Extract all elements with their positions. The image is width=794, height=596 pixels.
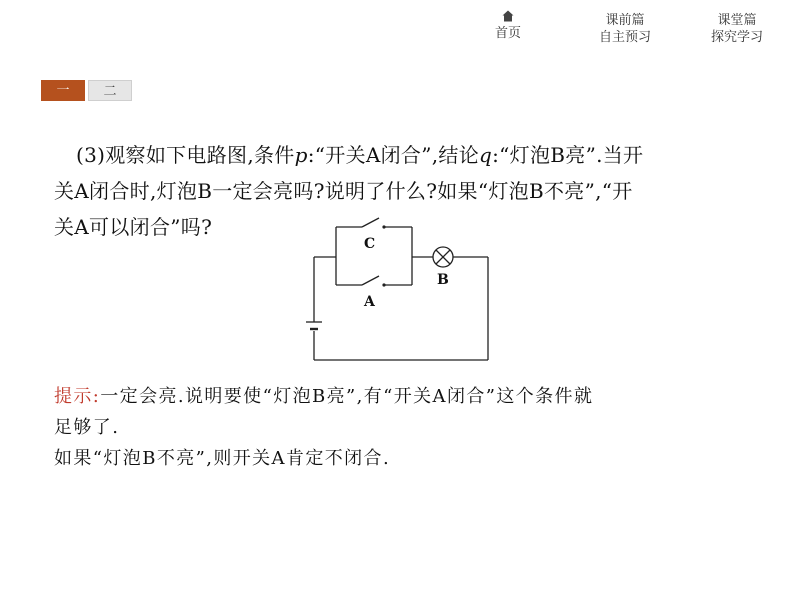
switch-c-blade	[362, 218, 379, 227]
nav-home[interactable]	[480, 10, 536, 42]
question-line-1a: (3)观察如下电路图,条件	[76, 143, 295, 167]
question-line-3: 关A可以闭合”吗?	[54, 215, 213, 239]
nav-home-label: 首页	[494, 26, 521, 41]
question-line-1c: :“灯泡B亮”.当开	[492, 143, 644, 167]
question-line-1	[76, 137, 736, 173]
nav-in-class[interactable]	[697, 12, 777, 46]
switch-c-contact	[382, 225, 385, 228]
circuit-diagram	[300, 210, 500, 370]
question-line-2: 关A闭合时,灯泡B一定会亮吗?说明了什么?如果“灯泡B不亮”,“开	[54, 179, 633, 203]
answer-line-3: 如果“灯泡B不亮”,则开关A肯定不闭合.	[54, 448, 391, 469]
switch-a-label: A	[364, 294, 375, 310]
switch-c-label: C	[364, 236, 376, 252]
conclusion-q: q	[479, 143, 493, 167]
question-line-1b: :“开关A闭合”,结论	[307, 143, 479, 167]
home-icon	[502, 10, 514, 22]
answer-text	[54, 381, 754, 474]
nav-pre-class[interactable]	[585, 12, 665, 46]
answer-line-1-rest: 一定会亮.说明要使“灯泡B亮”,有“开关A闭合”这个条件就	[100, 386, 594, 407]
nav-in-class-line1: 课堂篇	[717, 13, 757, 28]
nav-pre-class-line2: 自主预习	[598, 30, 651, 45]
switch-a-contact	[382, 283, 385, 286]
tab-one[interactable]: 一	[41, 80, 85, 101]
hint-label: 提示:	[54, 386, 101, 407]
switch-a-blade	[362, 276, 379, 285]
answer-line-2: 足够了.	[54, 417, 120, 438]
bulb-label: B	[437, 272, 449, 288]
tab-two[interactable]: 二	[88, 80, 132, 101]
nav-in-class-line2: 探究学习	[710, 30, 763, 45]
condition-p: p	[294, 143, 308, 167]
answer-line-1	[54, 381, 754, 412]
nav-pre-class-line1: 课前篇	[605, 13, 645, 28]
